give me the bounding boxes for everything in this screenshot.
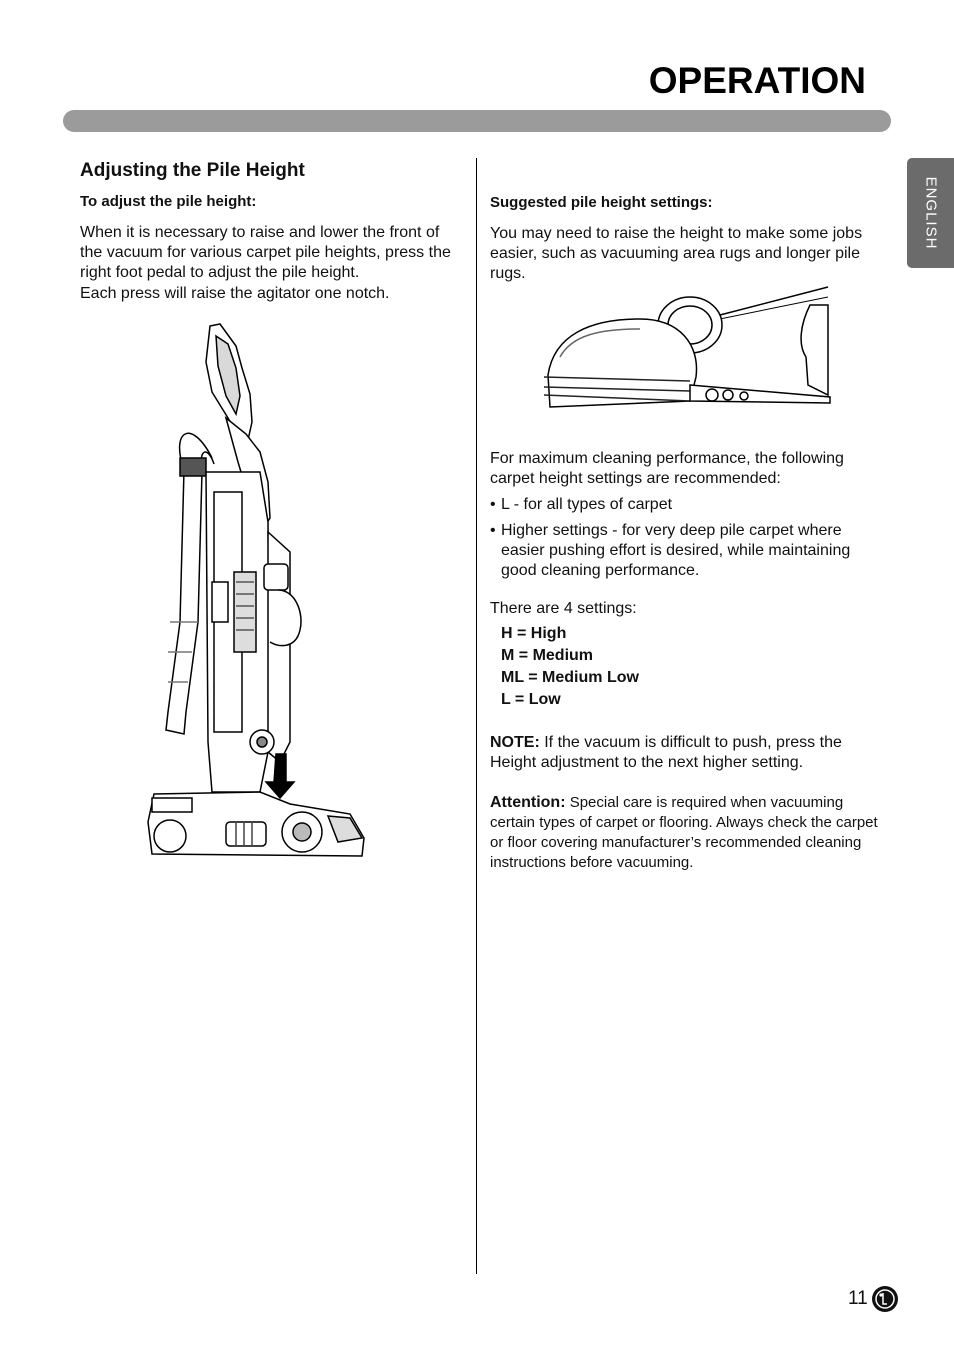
lg-logo-icon: [870, 1284, 900, 1314]
settings-intro: There are 4 settings:: [490, 600, 637, 617]
left-paragraph-1: When it is necessary to raise and lower the front of the vacuum for various carpet pile heights, press the right foot pedal to adjust the pile height.: [80, 224, 451, 281]
language-tab: [907, 158, 954, 268]
setting-item: H = High: [501, 625, 567, 642]
bullet-item: • Higher settings - for very deep pile carpet where easier pushing effort is desired, while maintaining good cleaning performance.: [490, 521, 880, 581]
right-subheading: Suggested pile height settings:: [490, 194, 713, 211]
left-subheading: To adjust the pile height:: [80, 193, 257, 210]
setting-item: L = Low: [501, 691, 561, 708]
bullet-text: L - for all types of carpet: [501, 496, 673, 513]
note-label: NOTE:: [490, 734, 540, 751]
vacuum-illustration: [140, 322, 370, 862]
settings-list: [490, 623, 880, 711]
page-title: OPERATION: [648, 60, 866, 101]
attention-label: Attention:: [490, 794, 566, 811]
attention: [490, 793, 880, 873]
left-paragraph-2: Each press will raise the agitator one notch.: [80, 285, 390, 302]
right-intro: You may need to raise the height to make some jobs easier, such as vacuuming area rugs and longer pile rugs.: [490, 225, 863, 282]
note: [490, 733, 880, 773]
performance-text: For maximum cleaning performance, the following carpet height settings are recommended:: [490, 450, 844, 487]
left-column: [80, 160, 460, 304]
bullet-text: Higher settings - for very deep pile carpet where easier pushing effort is desired, while maintaining good cleaning performance.: [501, 522, 851, 579]
note-text: If the vacuum is difficult to push, press the Height adjustment to the next higher setting.: [490, 734, 842, 771]
attention-text: Special care is required when vacuuming certain types of carpet or flooring. Always check the carpet or floor covering manufacturer’s recommended cleaning instructions before vacuuming.: [490, 794, 878, 871]
bullet-item: • L - for all types of carpet: [490, 496, 673, 513]
page-number: 11: [848, 1288, 868, 1309]
title-bar: [63, 110, 891, 132]
section-heading: Adjusting the Pile Height: [80, 160, 305, 181]
setting-item: ML = Medium Low: [501, 669, 639, 686]
language-tab-label: ENGLISH: [922, 176, 939, 250]
column-divider: [476, 158, 477, 1274]
page-footer: [848, 1284, 900, 1314]
nozzle-illustration: [540, 285, 832, 415]
setting-item: M = Medium: [501, 647, 594, 664]
